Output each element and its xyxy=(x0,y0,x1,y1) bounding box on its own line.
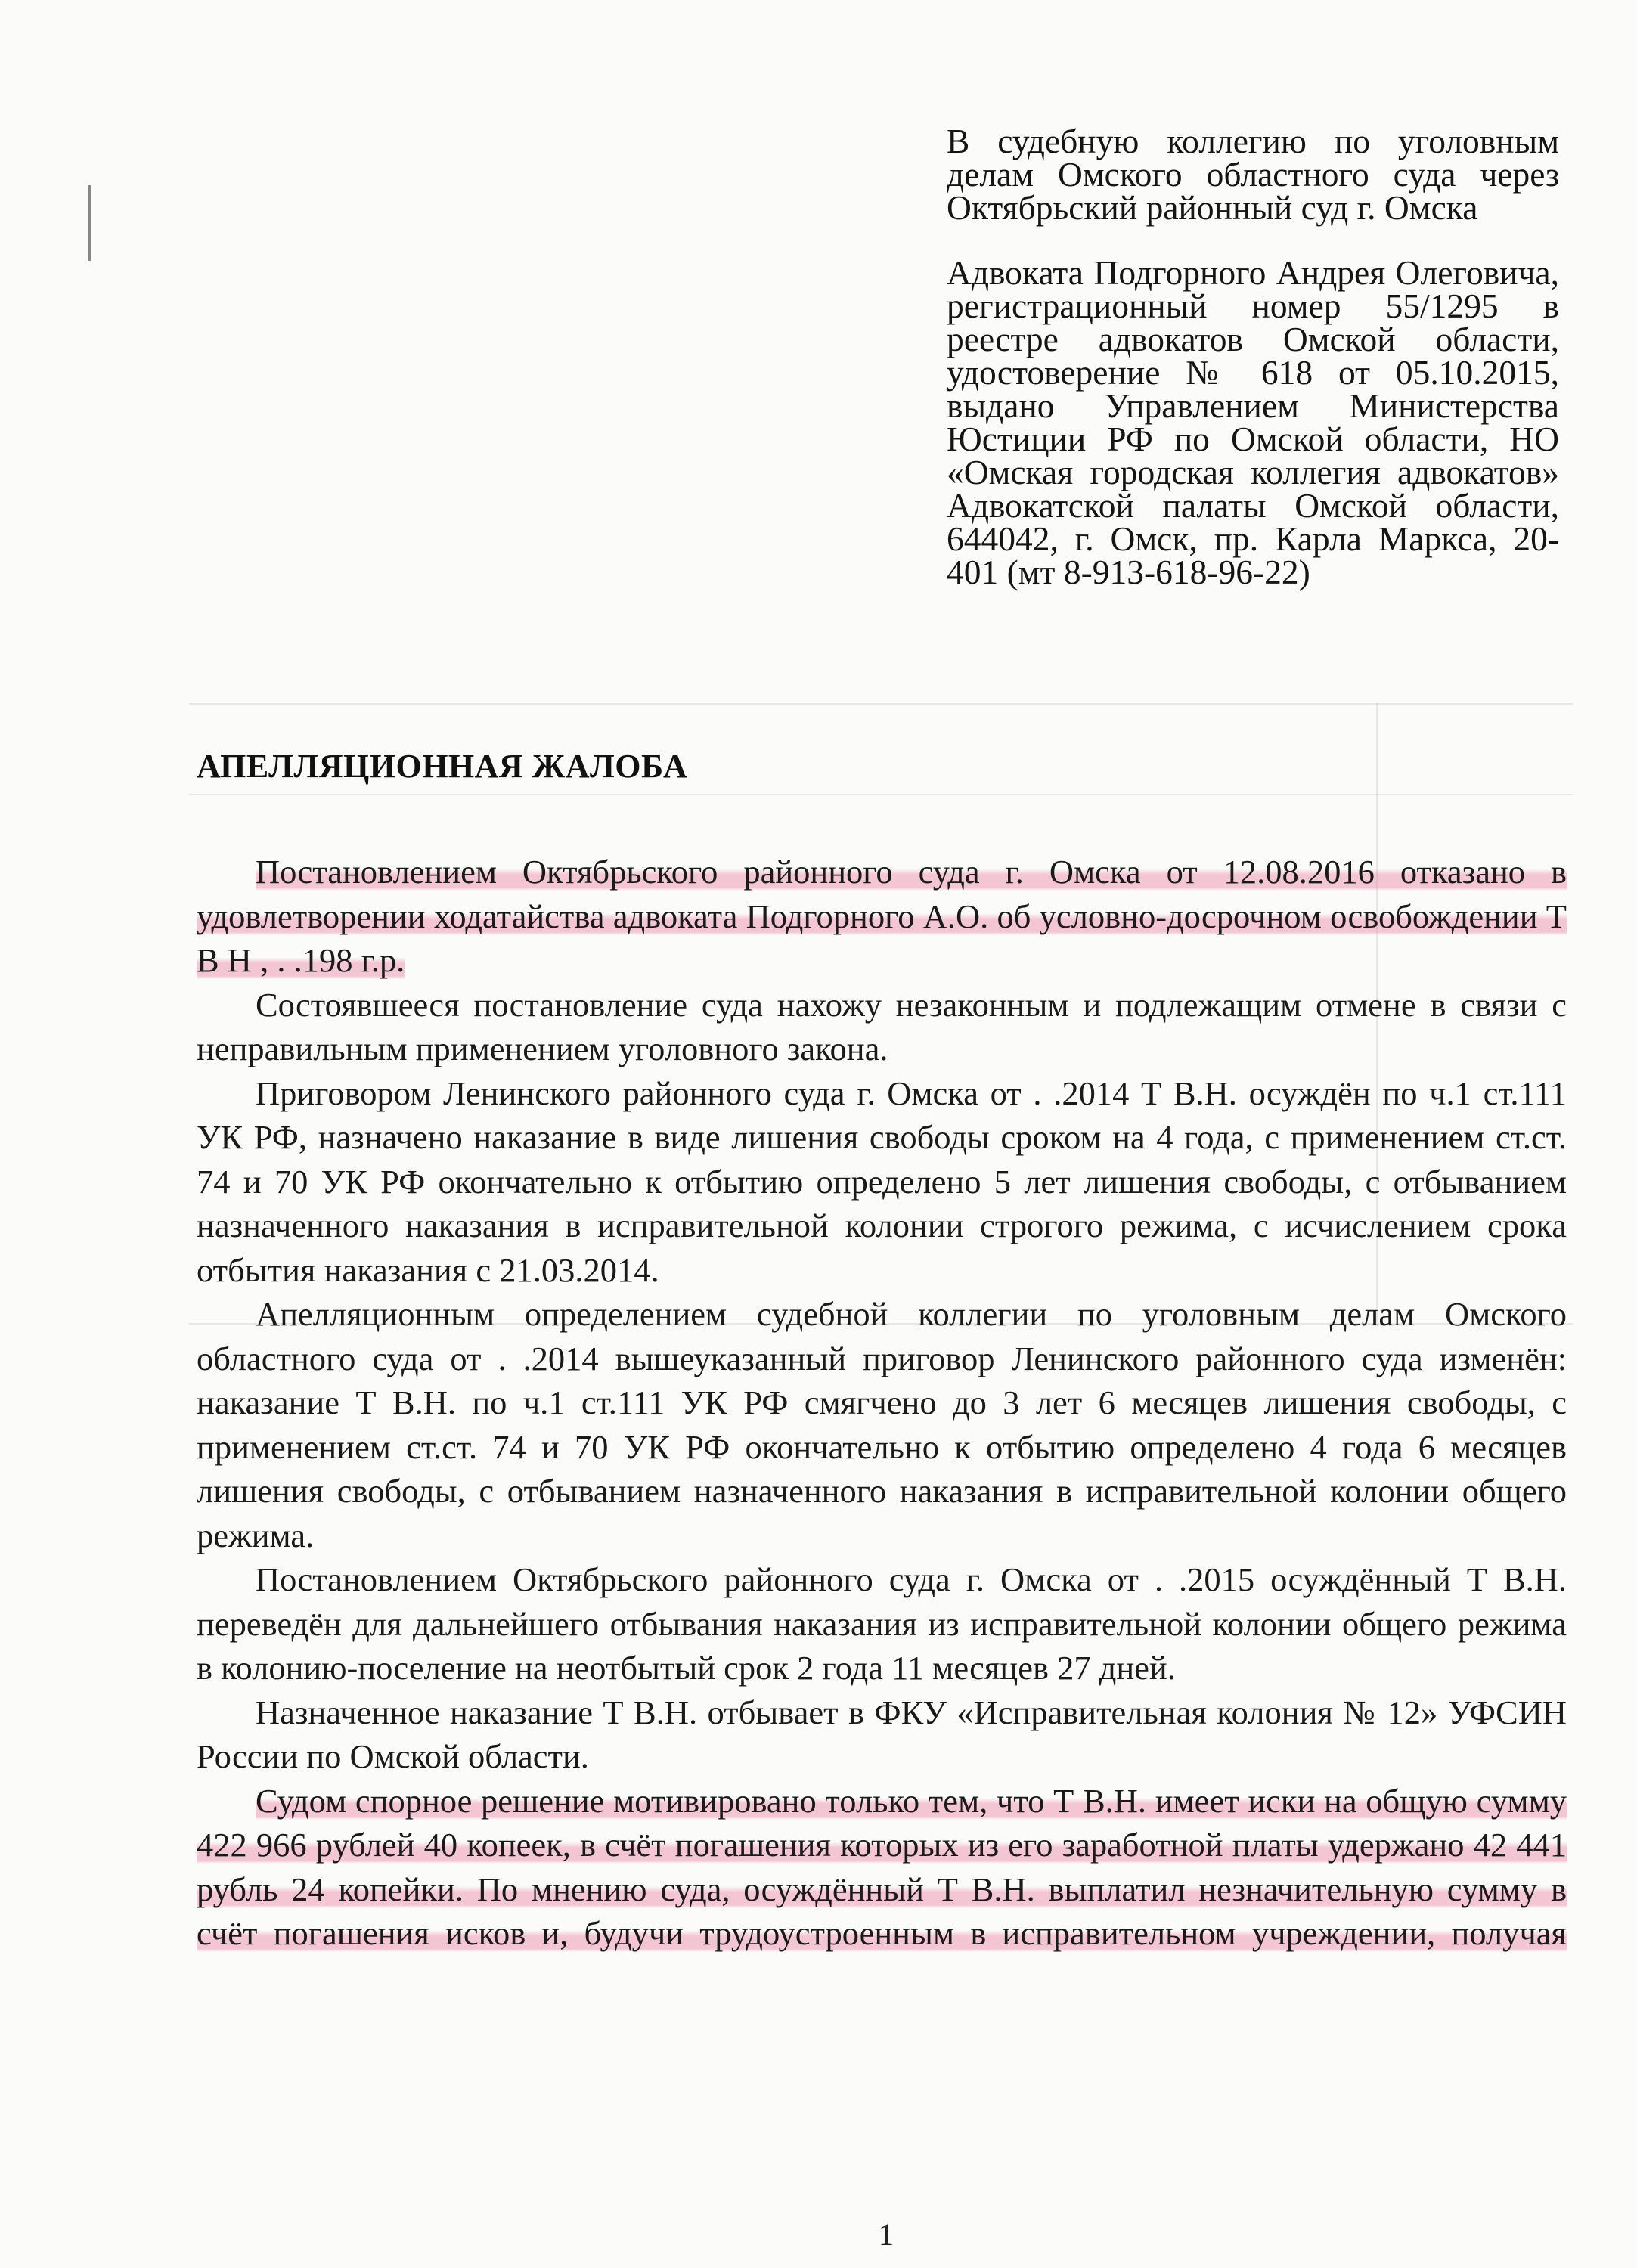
paragraph-4: Апелляционным определением судебной коллегии по уголовным делам Омского областного суда от . .2014 вышеуказанный приговор Ленинского районного суда изменён: наказание Т В.Н. по ч.1 ст.111 УК РФ смягчено до 3 лет 6 месяцев лишения свободы, с применением ст.ст. 74 и 70 УК РФ окончательно к отбытию определено 4 года 6 месяцев лишения свободы, с отбыванием назначенного наказания в исправительной колонии общего режима. xyxy=(197,1295,1567,1554)
paragraph-2: Состоявшееся постановление суда нахожу незаконным и подлежащим отмене в связи с неправильным применением уголовного закона. xyxy=(197,985,1567,1067)
document-body xyxy=(197,850,1567,1956)
addressee-sender: Адвоката Подгорного Андрея Олеговича, регистрационный номер 55/1295 в реестре адвокатов Омской области, удостоверение № 618 от 05.10.2015, выдано Управлением Министерства Юстиции РФ по Омской области, НО «Омская городская коллегия адвокатов» Адвокатской палаты Омской области, 644042, г. Омск, пр. Карла Маркса, 20-401 (мт 8-913-618-96-22) xyxy=(947,253,1559,591)
paragraph-6: Назначенное наказание Т В.Н. отбывает в ФКУ «Исправительная колония № 12» УФСИН России по Омской области. xyxy=(197,1693,1567,1775)
paragraph-1 xyxy=(197,850,1567,983)
margin-pen-mark xyxy=(88,185,91,261)
page-number: 1 xyxy=(879,2217,894,2251)
addressee-court: В судебную коллегию по уголовным делам Омского областного суда через Октябрьский районный суд г. Омска xyxy=(947,122,1559,227)
bleed-through-rule xyxy=(189,794,1573,795)
paragraph-5: Постановлением Октябрьского районного суда г. Омска от . .2015 осуждённый Т В.Н. переведён для дальнейшего отбывания наказания из исправительной колонии общего режима в колонию-поселение на неотбытый срок 2 года 11 месяцев 27 дней. xyxy=(197,1560,1567,1687)
document-title: АПЕЛЛЯЦИОННАЯ ЖАЛОБА xyxy=(197,748,688,785)
addressee-block xyxy=(947,122,1559,591)
bleed-through-rule xyxy=(189,703,1573,705)
paragraph-7 xyxy=(197,1779,1567,1956)
highlighted-text: Судом спорное решение мотивировано только тем, что Т В.Н. имеет иски на общую сумму 422 966 рублей 40 копеек, в счёт погашения которых из его заработной платы удержано 42 441 рубль 24 копейки. По мнению суда, осуждённый Т В.Н. выплатил незначительную сумму в счёт погашения исков и, будучи трудоустроенным в исправительном учреждении, получая xyxy=(197,1781,1567,1952)
paragraph-3: Приговором Ленинского районного суда г. Омска от . .2014 Т В.Н. осуждён по ч.1 ст.111 УК РФ, назначено наказание в виде лишения свободы сроком на 4 года, с применением ст.ст. 74 и 70 УК РФ окончательно к отбытию определено 5 лет лишения свободы, с отбыванием назначенного наказания в исправительной колонии строгого режима, с исчислением срока отбытия наказания с 21.03.2014. xyxy=(197,1074,1567,1289)
highlighted-text: Постановлением Октябрьского районного суда г. Омска от 12.08.2016 отказано в удовлетворении ходатайства адвоката Подгорного А.О. об условно-досрочном освобождении Т В Н , . .198 г.р. xyxy=(197,853,1567,979)
